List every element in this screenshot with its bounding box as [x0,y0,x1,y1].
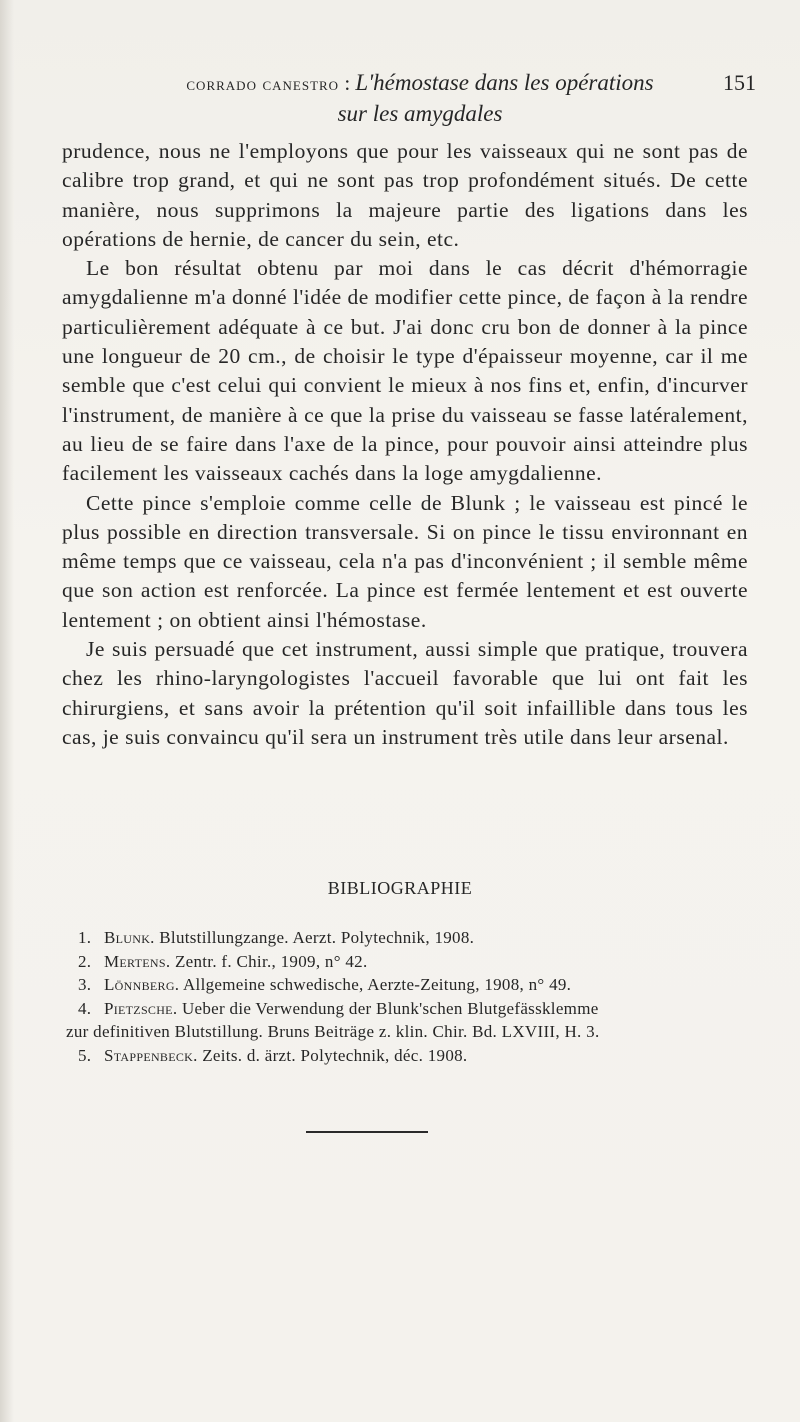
body-text [62,137,748,752]
bibliography-text: Zentr. f. Chir., 1909, n° 42. [174,951,368,971]
bibliography-author: Lönnberg. [104,975,180,994]
bibliography-number: 5. [78,1045,92,1065]
header-title-part2: sur les amygdales [337,101,503,126]
bibliography-number: 4. [78,998,92,1018]
bibliography-item [78,1044,748,1068]
header-title-part1: L'hémostase dans les opérations [355,70,654,95]
bibliography-number: 3. [78,975,92,994]
bibliography-text: zur definitiven Blutstillung. Bruns Beiträge z. klin. Chir. Bd. LXVIII, H. 3. [66,1022,600,1041]
paragraph-2: Le bon résultat obtenu par moi dans le cas décrit d'hémorragie amygdalienne m'a donné l'idée de modifier cette pince, de façon à la rendre particulièrement adéquate à ce but. J'ai donc cru bon de donner à la pince une longueur de 20 cm., de choisir le type d'épaisseur moyenne, car il me semble que c'est celui qui convient le mieux à nos fins et, enfin, d'incurver l'instrument, de manière à ce que la prise du vaisseau se fasse latéralement, au lieu de se faire dans l'axe de la pince, pour pouvoir ainsi atteindre plus facilement les vaisseaux cachés dans la loge amygdalienne. [62,256,748,486]
bibliography-number: 2. [78,951,92,971]
bibliography-text: Zeits. d. ärzt. Polytechnik, déc. 1908. [202,1045,468,1065]
bibliography-author: Blunk. [104,928,155,947]
paragraph-1: prudence, nous ne l'employons que pour les vaisseaux qui ne sont pas de calibre trop grand, et qui ne sont pas trop profondément situés. De cette manière, nous supprimons la majeure partie des ligations dans les opérations de hernie, de cancer du sein, etc. [62,139,748,251]
page-edge-shadow [0,0,14,1422]
bibliography-text: Blutstillungzange. Aerzt. Polytechnik, 1908. [159,928,475,947]
bibliography-author: Stappenbeck. [104,1045,198,1065]
bibliography-author: Mertens. [104,951,171,971]
header-line-1 [100,68,756,99]
bibliography-heading: BIBLIOGRAPHIE [327,878,473,898]
bibliography-item-continuation [66,1020,748,1044]
bibliography-item [78,997,748,1021]
running-header [100,68,756,129]
bibliography-list [66,926,748,1067]
bibliography-text: Allgemeine schwedische, Aerzte-Zeitung, 1908, n° 49. [182,975,572,994]
bibliography-item [78,950,748,974]
header-author: corrado canestro [186,74,340,94]
paragraph-4: Je suis persuadé que cet instrument, aussi simple que pratique, trouvera chez les rhino-laryngologistes l'accueil favorable que lui ont fait les chirurgiens, et sans avoir la prétention qu'il soit infaillible dans tous les cas, je suis convaincu qu'il sera un instrument très utile dans leur arsenal. [62,637,748,749]
bibliography-item [78,926,748,950]
bibliography-number: 1. [78,928,92,947]
page-number: 151 [723,70,756,95]
paragraph-3: Cette pince s'emploie comme celle de Blunk ; le vaisseau est pincé le plus possible en direction transversale. Si on pince le tissu environnant en même temps que ce vaisseau, cela n'a pas d'inconvénient ; il semble même que son action est renforcée. La pince est fermée lentement et est ouverte lentement ; on obtient ainsi l'hémostase. [62,490,748,632]
bibliography-author: Pietzsche. [104,998,178,1018]
header-separator: : [344,71,351,95]
bibliography-item [78,973,748,997]
bibliography-text: Ueber die Verwendung der Blunk'schen Blutgefässklemme [181,998,599,1018]
end-rule [306,1131,428,1133]
